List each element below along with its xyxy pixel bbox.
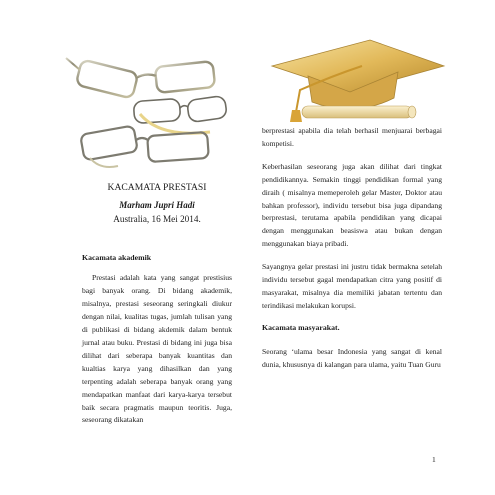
paragraph-ulama: Seorang ‘ulama besar Indonesia yang sangat di kenal dunia, khususnya di kalangan para ulama, yaitu Tuan Guru <box>262 346 442 369</box>
paragraph-citra: Sayangnya gelar prestasi ini justru tidak bermakna setelah individu tersebut gagal mendapatkan citra yang positif di masyarakat, misalnya dia memiliki jabatan tertentu dan terindikasi melakukan korupsi. <box>262 262 442 310</box>
paragraph-kompetisi: berprestasi apabila dia telah berhasil menjuarai berbagai kompetisi. <box>262 126 442 148</box>
author-name: Marham Jupri Hadi <box>119 200 195 211</box>
page-title: KACAMATA PRESTASI <box>107 182 207 193</box>
section-heading-masyarakat: Kacamata masyarakat. <box>262 322 340 332</box>
paragraph-akademik: Prestasi adalah kata yang sangat prestisius bagi banyak orang. Di bidang akademik, misalnya, prestasi seseorang seringkali diukur dengan nilai, kualitas tugas, jumlah tulisan yang di publikasi di bidang akdemik dalam bentuk jurnal atau buku. Prestasi di bidang ini juga bisa dilihat dari seberapa banyak kuantitas dan kualtias karya yang dihasilkan dan yang terpenting adalah seberapa banyak orang yang mendapatkan manfaat dari karya-karya tersebut baik secara pragmatis maupun teoritis. Juga, seseorang dikatakan <box>82 273 232 425</box>
right-column <box>262 125 442 382</box>
eyeglasses-icon <box>60 52 235 174</box>
paragraph-pendidikan: Keberhasilan seseorang juga akan dilihat dari tingkat pendidikannya. Semakin tinggi pendidikan formal yang diraih ( misalnya memeperoleh gelar Master, Doktor atau bahkan professor), individu tersebut bisa juga dipandang berprestasi, terutama apabila pendidikan yang dicapai dengan menggunakan beasiswa atau bukan dengan menggunakan biaya pribadi. <box>262 161 442 249</box>
graduation-cap-icon <box>262 36 452 128</box>
section-heading-akademik: Kacamata akademik <box>82 253 152 263</box>
left-column <box>82 182 232 427</box>
place-date: Australia, 16 Mei 2014. <box>113 214 201 225</box>
page-number: 1 <box>432 455 436 464</box>
